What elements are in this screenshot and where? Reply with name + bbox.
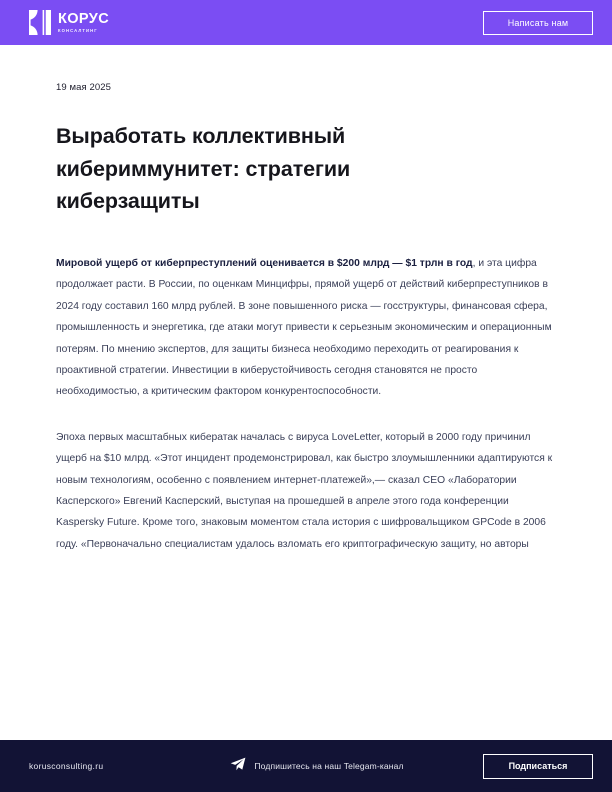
lead-bold-text: Мировой ущерб от киберпреступлений оценивается в $200 млрд — $1 трлн в год xyxy=(56,258,473,270)
footer-site-link[interactable]: korusconsulting.ru xyxy=(29,761,104,771)
article-lead-paragraph xyxy=(56,253,556,403)
subscribe-button[interactable]: Подписаться xyxy=(483,754,593,779)
footer-telegram-label: Подпишитесь на наш Telegam-канал xyxy=(254,761,404,771)
site-header xyxy=(0,0,612,45)
logo-title: КОРУС xyxy=(58,10,110,27)
korus-logo-wordmark xyxy=(58,12,109,34)
contact-us-button[interactable]: Написать нам xyxy=(483,11,593,35)
telegram-paper-plane-icon xyxy=(230,757,246,776)
lead-rest-text: , и эта цифра продолжает расти. В России, по оценкам Минцифры, прямой ущерб от действий киберпреступников в 2024 году составил 160 млрд рублей. В зоне повышенного риска — госструктуры, финансовая сфера, промышленность и энергетика, где атаки могут привести к серьезным экономическим и операционным потерям. По мнению экспертов, для защиты бизнеса необходимо переходить от реагирования к проактивной стратегии. Инвестиции в киберустойчивость сегодня становятся не просто необходимостью, а критическим фактором конкурентоспособности. xyxy=(56,258,552,398)
site-footer xyxy=(0,740,612,792)
korus-logo[interactable] xyxy=(29,10,109,35)
article-date: 19 мая 2025 xyxy=(56,82,112,93)
footer-telegram-block[interactable] xyxy=(230,757,483,776)
page-title: Выработать коллективный кибериммунитет: стратегии киберзащиты xyxy=(56,124,351,214)
article-paragraph-2: Эпоха первых масштабных кибератак началась с вируса LoveLetter, который в 2000 году причинил ущерб на $10 млрд. «Этот инцидент продемонстрировал, как быстро злоумышленники адаптируются к новым технологиям, особенно с появлением интернет-платежей»,— сказал CEO «Лаборатории Касперского» Евгений Касперский, выступая на прошедшей в апреле этого года конференции Kaspersky Future. Кроме того, знаковым моментом стала история с шифровальщиком GPCode в 2006 году. «Первоначально специалистам удалось взломать его криптографическую защиту, но авторы xyxy=(56,431,553,550)
logo-subtitle: КОНСАЛТИНГ xyxy=(58,28,98,34)
korus-logo-mark-icon xyxy=(29,10,51,35)
article-content xyxy=(0,45,612,555)
